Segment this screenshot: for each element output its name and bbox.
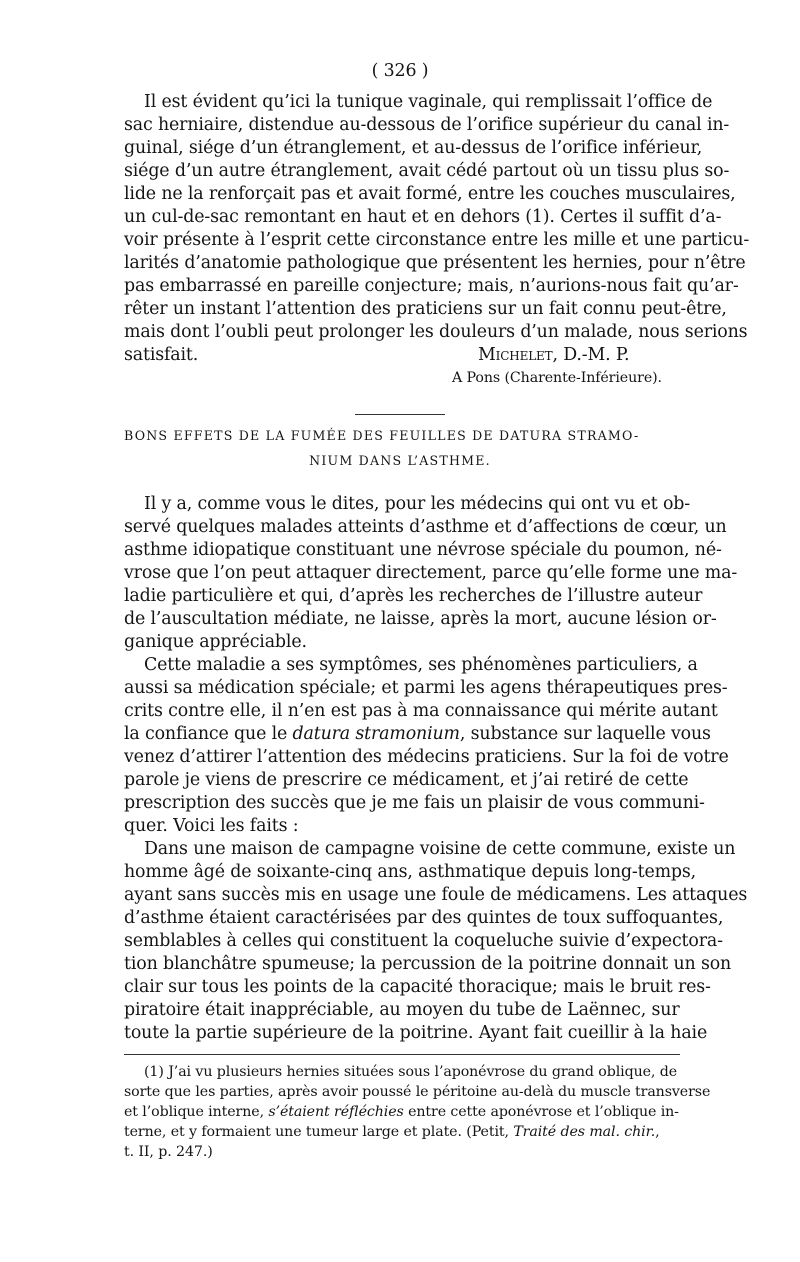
- text-line: siége d’un autre étranglement, avait cédé partout où un tissu plus so-: [124, 161, 730, 181]
- text-line: ganique appréciable.: [124, 632, 307, 652]
- text-line: Il y a, comme vous le dites, pour les médecins qui ont vu et ob-: [144, 494, 690, 514]
- text-line: ladie particulière et qui, d’après les recherches de l’illustre auteur: [124, 586, 703, 606]
- text-line: tion blanchâtre spumeuse; la percussion de la poitrine donnait un son: [124, 954, 732, 974]
- text-line: asthme idiopatique constituant une névrose spéciale du poumon, né-: [124, 540, 722, 560]
- footnote-line: sorte que les parties, après avoir poussé le péritoine au-delà du muscle transverse: [124, 1084, 711, 1100]
- footnote-line: (1) J’ai vu plusieurs hernies situées sous l’aponévrose du grand oblique, de: [144, 1064, 678, 1080]
- text-line: servé quelques malades atteints d’asthme et d’affections de cœur, un: [124, 517, 727, 537]
- italic-term: datura stramonium: [292, 724, 460, 744]
- text-line: guinal, siége d’un étranglement, et au-dessus de l’orifice inférieur,: [124, 138, 703, 158]
- footnote-line: terne, et y formaient une tumeur large et plate. (Petit, Traité des mal. chir.,: [124, 1124, 660, 1140]
- text-line: prescription des succès que je me fais un plaisir de vous communi-: [124, 793, 705, 813]
- footnote-italic: s’étaient réfléchies: [268, 1104, 404, 1120]
- text-line: ayant sans succès mis en usage une foule de médicamens. Les attaques: [124, 885, 748, 905]
- text-line: vrose que l’on peut attaquer directement, parce qu’elle forme une ma-: [124, 563, 738, 583]
- text-line: mais dont l’oubli peut prolonger les douleurs d’un malade, nous serions: [124, 322, 748, 342]
- text-line: parole je viens de prescrire ce médicament, et j’ai retiré de cette: [124, 770, 689, 790]
- text-line: larités d’anatomie pathologique que présentent les hernies, pour n’être: [124, 253, 746, 273]
- author-signature: Michelet, D.-M. P.: [478, 345, 630, 365]
- article-title-continued: NIUM DANS L’ASTHME.: [309, 453, 491, 468]
- text-line: rêter un instant l’attention des praticiens sur un fait connu peut-être,: [124, 299, 727, 319]
- section-divider: [355, 414, 445, 415]
- page-number: ( 326 ): [371, 61, 429, 81]
- text-line: semblables à celles qui constituent la coqueluche suivie d’expectora-: [124, 931, 723, 951]
- footnote-line: et l’oblique interne, s’étaient réfléchies entre cette aponévrose et l’oblique in-: [124, 1104, 679, 1120]
- text-line: d’asthme étaient caractérisées par des quintes de toux suffoquantes,: [124, 908, 724, 928]
- footnote-line: t. II, p. 247.): [124, 1144, 213, 1160]
- text-line: piratoire était inappréciable, au moyen du tube de Laënnec, sur: [124, 1000, 680, 1020]
- text-line: venez d’attirer l’attention des médecins praticiens. Sur la foi de votre: [124, 747, 729, 767]
- text-line: Il est évident qu’ici la tunique vaginale, qui remplissait l’office de: [144, 92, 713, 112]
- author-location: A Pons (Charente-Inférieure).: [452, 370, 662, 386]
- text-line: homme âgé de soixante-cinq ans, asthmatique depuis long-temps,: [124, 862, 697, 882]
- footnote-divider: [124, 1054, 680, 1055]
- article-title: BONS EFFETS DE LA FUMÉE DES FEUILLES DE DATURA STRAMO-: [124, 428, 640, 443]
- footnote-italic: Traité des mal. chir.: [513, 1124, 656, 1140]
- text-line: toute la partie supérieure de la poitrine. Ayant fait cueillir à la haie: [124, 1023, 708, 1043]
- text-line: Dans une maison de campagne voisine de cette commune, existe un: [144, 839, 736, 859]
- text-line: crits contre elle, il n’en est pas à ma connaissance qui mérite autant: [124, 701, 718, 721]
- text-line: un cul-de-sac remontant en haut et en dehors (1). Certes il suffit d’a-: [124, 207, 722, 227]
- text-line: Cette maladie a ses symptômes, ses phénomènes particuliers, a: [144, 655, 698, 675]
- text-line: la confiance que le datura stramonium, substance sur laquelle vous: [124, 724, 711, 744]
- text-line: lide ne la renforçait pas et avait formé, entre les couches musculaires,: [124, 184, 736, 204]
- text-line: quer. Voici les faits :: [124, 816, 299, 836]
- text-line: sac herniaire, distendue au-dessous de l’orifice supérieur du canal in-: [124, 115, 730, 135]
- text-line: de l’auscultation médiate, ne laisse, après la mort, aucune lésion or-: [124, 609, 717, 629]
- text-line: satisfait.: [124, 345, 199, 365]
- text-line: voir présente à l’esprit cette circonstance entre les mille et une particu-: [124, 230, 750, 250]
- text-line: pas embarrassé en pareille conjecture; mais, n’aurions-nous fait qu’ar-: [124, 276, 739, 296]
- text-line: aussi sa médication spéciale; et parmi les agens thérapeutiques pres-: [124, 678, 728, 698]
- text-line: clair sur tous les points de la capacité thoracique; mais le bruit res-: [124, 977, 711, 997]
